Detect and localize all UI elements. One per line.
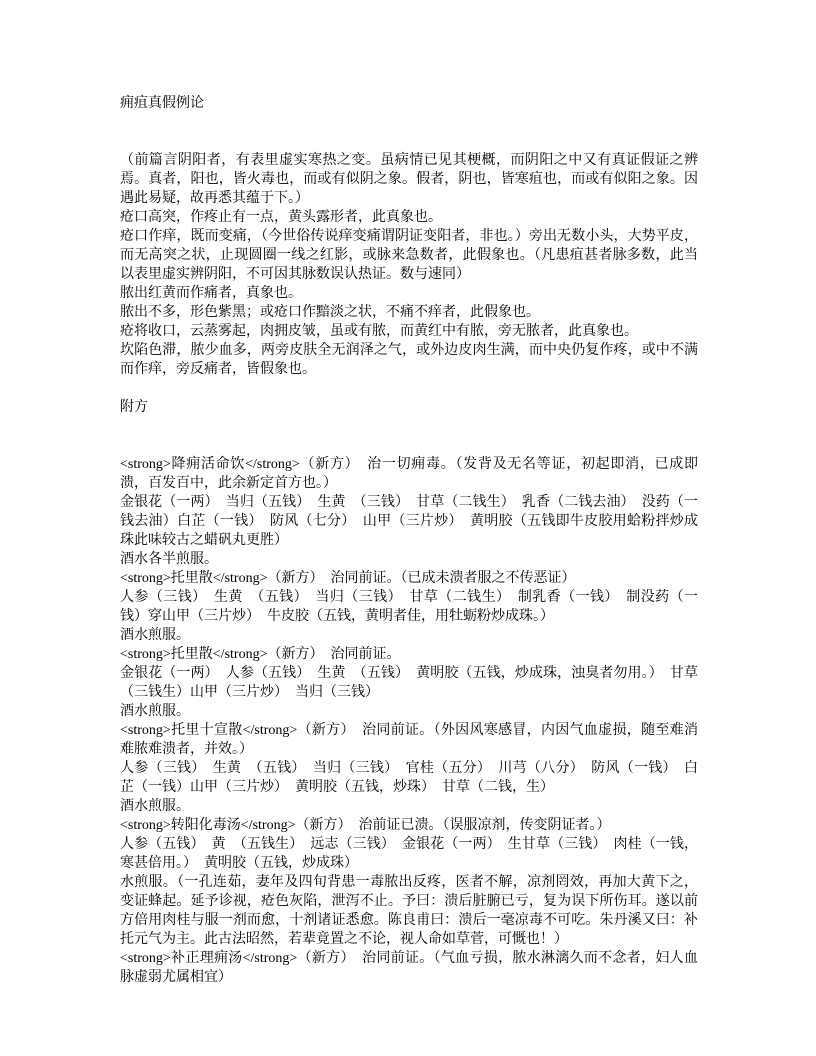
intro-section — [120, 151, 698, 379]
paragraph: <strong>托里十宣散</strong>（新方） 治同前证。（外因风寒感冒，内因气血虚损，随至难消难脓难溃者，并效。） — [120, 723, 698, 757]
paragraph: 脓出红黄而作痛者，真象也。 — [120, 286, 302, 301]
paragraph: 酒水煎服。 — [120, 628, 190, 643]
paragraph: 疮口高突，作疼止有一点，黄头露形者，此真象也。 — [120, 210, 442, 225]
paragraph: <strong>降痈活命饮</strong>（新方） 治一切痈毒。（发背及无名等证，初起即消，已成即溃，百发百中，此余新定首方也。） — [120, 457, 698, 491]
paragraph: 酒水各半煎服。 — [120, 552, 218, 567]
paragraph: 水煎服。（一孔连茹，妻年及四旬背患一毒脓出反疼，医者不解，凉剂罔效，再加大黄下之，变证蜂起。延予诊视，疮色灰陷，泄泻不止。予曰：溃后脏腑已亏，复为误下所伤耳。遂以前方倍用肉桂与服一剂而愈，十剂诸证悉愈。陈良甫曰：溃后一毫凉毒不可吃。朱丹溪又曰：补托元气为主。此古法昭然，若辈竟置之不论，视人命如草菅，可慨也！） — [120, 875, 698, 947]
paragraph: 金银花（一两） 人参（五钱） 生黄 （五钱） 黄明胶（五钱，炒成珠，浊臭者勿用。） 甘草（三钱生）山甲（三片炒） 当归（三钱） — [120, 666, 698, 700]
paragraph: <strong>托里散</strong>（新方） 治同前证。（已成未溃者服之不传恶证） — [120, 571, 576, 586]
paragraph: 人参（三钱） 生黄 （五钱） 当归（三钱） 官桂（五分） 川芎（八分） 防风（一钱） 白芷（一钱）山甲（三片炒） 黄明胶（五钱，炒珠） 甘草（二钱，生） — [120, 761, 698, 795]
paragraph: 人参（三钱） 生黄 （五钱） 当归（三钱） 甘草（二钱生） 制乳香（一钱） 制没药（一钱）穿山甲（三片炒） 牛皮胶（五钱，黄明者佳，用牡蛎粉炒成珠。） — [120, 590, 698, 624]
paragraph: 人参（五钱） 黄 （五钱生） 远志（三钱） 金银花（一两） 生甘草（三钱） 肉桂（一钱，寒甚倍用。） 黄明胶（五钱，炒成珠） — [120, 837, 698, 871]
paragraph: 脓出不多，形色紫黑；或疮口作黯淡之状，不痛不痒者，此假象也。 — [120, 305, 540, 320]
paragraph: 疮将收口，云蒸雾起，肉拥皮皱，虽或有脓，而黄红中有脓，旁无脓者，此真象也。 — [120, 324, 638, 339]
prescriptions-section — [120, 455, 698, 987]
section-heading-fufang: 附方 — [120, 400, 148, 415]
paragraph: 疮口作痒，既而变痛，（今世俗传说痒变痛谓阴证变阳者，非也。）旁出无数小头，大势平皮，而无高突之状，止现圆圈一线之红影，或脉来急数者，此假象也。（凡患疽甚者脉多数，此当以表里虚实辨阴阳，不可因其脉数误认热证。数与速同） — [120, 229, 698, 282]
paragraph: 金银花（一两） 当归（五钱） 生黄 （三钱） 甘草（二钱生） 乳香（二钱去油） 没药（一钱去油）白芷（一钱） 防风（七分） 山甲（三片炒） 黄明胶（五钱即牛皮胶用蛤粉拌炒成珠此味较古之蜡矾丸更胜） — [120, 495, 698, 548]
paragraph: 坎陷色滞，脓少血多，两旁皮肤全无润泽之气，或外边皮肉生满，而中央仍复作疼，或中不满而作痒，旁反痛者，皆假象也。 — [120, 343, 698, 377]
paragraph: 酒水煎服。 — [120, 704, 190, 719]
paragraph: （前篇言阴阳者，有表里虚实寒热之变。虽病情已见其梗概，而阴阳之中又有真证假证之辨焉。真者，阳也，皆火毒也，而或有似阴之象。假者，阴也，皆寒疽也，而或有似阳之象。因遇此易疑，故再悉其蕴于下。） — [120, 153, 698, 206]
paragraph: 酒水煎服。 — [120, 799, 190, 814]
paragraph: <strong>转阳化毒汤</strong>（新方） 治前证已溃。（误服凉剂，传变阴证者。） — [120, 818, 611, 833]
document-title: 痈疽真假例论 — [120, 96, 204, 111]
paragraph: <strong>补正理痈汤</strong>（新方） 治同前证。（气血亏损，脓水淋漓久而不念者，妇人血脉虚弱尤属相宜） — [120, 951, 698, 985]
paragraph: <strong>托里散</strong>（新方） 治同前证。 — [120, 647, 401, 662]
